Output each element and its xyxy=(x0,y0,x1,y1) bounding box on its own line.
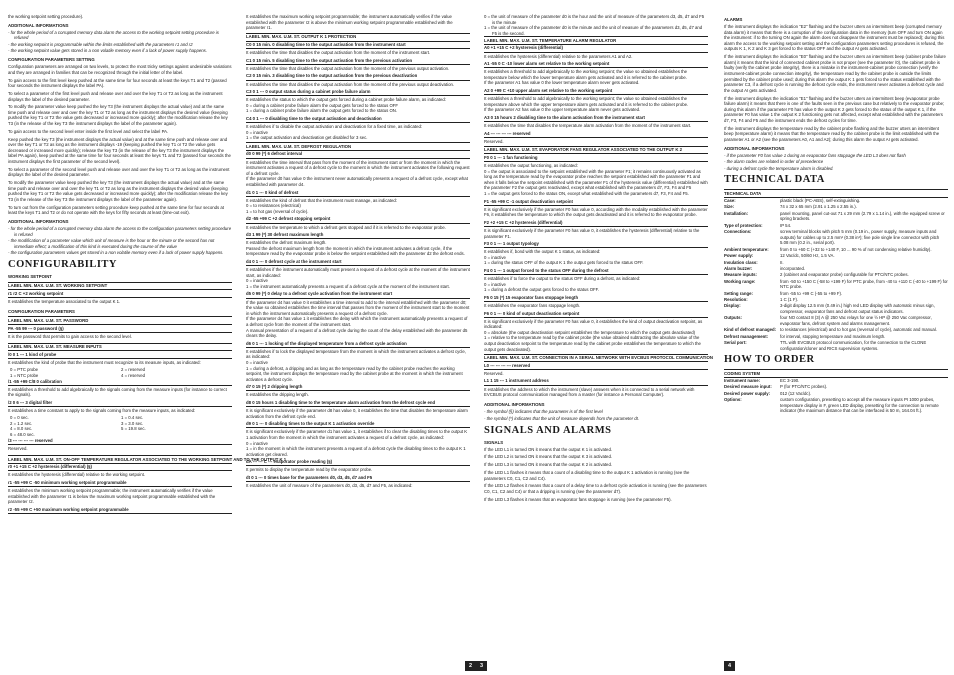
param-desc: It is significant exclusively if the parameter F0 has value 0, it establishes the kind of output deactivation setpoint, as indicated: 0 = absolute (the output deactivation setpoint establishes the temperature to which the output gets deactivated) 1 = relative to the temperature read by the cabinet probe (the value obtained subtracting the absolute value of the output deactivation setpoint to the temperature read by the cabinet probe establishes the temperature to which the output gets deactivated). xyxy=(484,318,703,352)
section-heading: CONFIGURATION PARAMETERS xyxy=(8,308,75,314)
spec-row xyxy=(724,297,948,303)
param-row: d3 1 99 (*) 30 defrost maximum length xyxy=(246,232,470,240)
spec-key: Installation: xyxy=(724,210,749,216)
spec-key: Connections: xyxy=(724,229,752,235)
text-block: If the instrument displays the indication "E2" flashing and the buzzer utters an intermittent beep (corrupted memory data alarm) it means that there is a corruption of the configuration data in the memory (turn OFF and turn ON again the instrument: if to the turning ON again the alarm does not disappear the instrument must be replaced); during this alarm the access to the working setpoint setting and the configuration parameters setting procedures is refused, the outputs K 1, K 2 and K 3 get forced to the status OFF and the output AI gets activated. xyxy=(724,24,945,52)
option: 2 = 1.2 sec. xyxy=(10,420,33,426)
spec-key: Case: xyxy=(724,198,736,203)
param-desc: It establishes the address to which the instrument (slave) answers when it is connected to a serial network with EVCBUS protocol communication managed from a master (for instance a Personal Computer). xyxy=(484,386,695,398)
table-header: LABEL MIN. MAX. U.M. ST. DEFROST REGULATION xyxy=(246,142,470,151)
param-desc: It establishes if to force the output to the status OFF during a defrost, as indicated: 0 = inactive 1 = during a defrost the output gets forced to the status OFF. xyxy=(484,276,641,293)
spec-value: EC 3-190. xyxy=(780,377,800,383)
option: 4 = reserved xyxy=(121,372,146,378)
section-heading: ADDITIONAL INFORMATIONS xyxy=(724,145,785,151)
chapter-title: TECHNICAL DATA xyxy=(724,174,825,186)
list-item: - the modification of a parameter value which unit of measure is the hour or the minute or the second has not immediate effect; a modification of this kind is executed during the course of the value xyxy=(8,238,215,249)
spec-row xyxy=(724,291,948,297)
chapter-title: SIGNALS AND ALARMS xyxy=(484,424,612,436)
text-block: If the instrument displays the temperature read by the cabinet probe flashing and the buzzer utters an intermittent beep (temperature alarm) it means that the temperature read by the cabinet probe is the limit established with the parameter A1 or A2 (see the parameters A0, A1 and A2); during this alarm the output AI gets activated. xyxy=(724,125,940,142)
option: 0 = PTC probe xyxy=(10,367,39,372)
option: 1 = the unit of measure of the parameter d0 is the minute and the unit of measure of the parameters d3, d5, d7 and F5 is the second. xyxy=(484,25,703,36)
param-desc: It establishes a threshold to add algebraically to the working setpoint; the value so obtained establishes the temperature below which the lower temperature alarm gets activated and it is referred to the cabinet probe. If the parameter A1 has value 0 the lower temperature alarm never gets activated. xyxy=(484,69,688,86)
section-heading: CONFIGURATION PARAMETERS SETTING xyxy=(8,57,95,63)
param-desc: It is significant exclusively if the parameter F0 has value 0, it establishes the hysteresis (differential) relative to the parameter F1. xyxy=(484,227,700,239)
param-desc: It is significant exclusively if the parameter d1 has value 1, it establishes if to clear the disabling times to the output K 1 activation from the moment in which the instrument activates a request of a defrost cycle, as indicated: 0 = inactive 1 = in the moment in which the instrument presents a request of a defrost cycle the disabling times to the output K 1 activation get cleared. xyxy=(246,429,468,457)
param-desc: It establishes the hysteresis (differential) relative to the parameters A1 and A2. xyxy=(484,53,633,59)
param-row: dA --- --- C --- evaporator probe reading (§) xyxy=(246,459,470,467)
param-desc: It establishes the time that disables the output activation from the moment of the previous output deactivation. xyxy=(246,81,455,87)
param-table xyxy=(8,455,287,514)
spec-row xyxy=(724,384,948,390)
table-header xyxy=(8,343,232,352)
param-desc: It is the password that permits to gain access to the second level. xyxy=(8,333,132,339)
param-row: d1 0 1 --- 0 kind of defrost xyxy=(246,189,470,197)
spec-row xyxy=(724,253,948,259)
param-row: C4 0 1 --- 0 disabling time to the output activation and deactivation xyxy=(246,116,470,124)
param-row: A0 +1 +15 C +2 hysteresis (differential) xyxy=(484,45,708,53)
text-block: the working setpoint setting procedure). xyxy=(8,14,84,19)
spec-key: Power supply: xyxy=(724,253,754,259)
spec-key: Size: xyxy=(724,204,735,210)
param-desc: It establishes if to disable the output activation and deactivation for a fixed time, as indicated: 0 = inactive 1 = the output activation and deactivation get disabled for 3 sec. xyxy=(246,124,423,141)
spec-key: Outputs: xyxy=(724,315,742,321)
spec-value: to resistances (electrical) and to hot gas (reversal of cycle), automatic and manual. xyxy=(780,327,937,333)
table-header xyxy=(8,316,232,325)
param-desc: It establishes the time that disables the temperature alarm activation from the moment of the instrument start. xyxy=(484,123,692,128)
text-block: To turn out from the configuration parameters setting procedure keep pushed at the same time for four seconds at least the keys T1 and T2 or do not operate with the keys for fifty seconds at least (time-out exit). xyxy=(8,204,224,216)
section-heading: ADDITIONAL INFORMATIONS xyxy=(8,218,69,224)
spec-key: Ambient temperature: xyxy=(724,246,769,252)
param-desc: It establishes the output functioning, as indicated: 0 = the output is associated to the setpoint established with the parameter F1; it remains continuously activated as long as the temperature read by the evaporator probe reaches the setpoint established with the parameter F1 and when it falls below the setpoint established with the parameter F1 of the hysteresis value (differential) established with the parameter F2 the output gets reactivated, except what established with the parameters d7, F3, F4 and F5 1 = the output gets forced to the status ON, except what established with the parameters d7, F3, F4 and F5. xyxy=(484,162,708,196)
spec-value: IP 54. xyxy=(780,222,792,228)
spec-row xyxy=(724,391,948,397)
param-desc: It establishes if, bond with the output K 1 status, as indicated: 0 = inactive 1 = during the status OFF of the output K 1 the output gets forced to the status OFF. xyxy=(484,249,644,266)
param-desc: It permits to display the temperature read by the evaporator probe. xyxy=(246,467,373,473)
table-header xyxy=(8,282,232,291)
text-block: If the instrument displays the indication "E1" flashing and the buzzer utters an intermittent beep (evaporator probe failure alarm) it means that there is one of the faults seen in the previous case but relatively to the evaporator probe; during this alarm if the parameter F0 has value 0 the output K 2 gets forced to the status of the output K 1, if the parameter F0 has value 1 the output K 2 functioning gets not affected, except what established with the parameters d7, F3, F4 and F5 and the instrument ends the defrost cycles for time. xyxy=(724,95,945,123)
header-title: ON-OFF TEMPERATURE REGULATOR ASSOCIATED TO THE WORKING SETPOINT AND TO THE OUTPUT K 1 xyxy=(63,456,287,462)
param-row: F0 0 1 --- 1 fan functioning xyxy=(484,154,708,162)
param-row: /3 --- --- --- --- reserved xyxy=(8,438,232,446)
spec-value: P (for PTC/NTC probes). xyxy=(780,384,828,390)
text-block: To modify the parameter value keep pushed the key T3 (the instrument displays the actual value) and at the same time push and release over and over the key T1 or T2 as long as the instrument displays the desired value (keeping pushed the key T1 or T2 the value gets decreased or increased more quickly); after the modification release the key T3 (in the release of the key T3 the instrument displays the label of the parameter again). xyxy=(8,180,228,202)
param-row: C3 0 1 --- 0 output status during a cabinet probe failure alarm xyxy=(246,89,470,97)
spec-value: 2 (cabinet and evaporator probe) configurable for PTC/NTC probes. xyxy=(780,272,909,278)
param-row: d0 0 99 (*) 6 defrost interval xyxy=(246,151,470,159)
list-item: - for the whole period of a corrupted memory data alarm the access to the working setpoint setting procedure is refused xyxy=(8,29,219,41)
text-block: If the LED L1 is turned ON it means that the output K 1 is activated. xyxy=(484,446,613,452)
param-row: d2 -55 +99 C +2 defrost stopping setpoint xyxy=(246,216,470,224)
spec-row xyxy=(724,303,948,314)
param-desc: It establishes a threshold to add algebraically to the signals coming from the measure inputs (for instance to correct the signals). xyxy=(8,386,227,398)
list-item: - the symbol (*) indicates that the unit of measure depends from the parameter dt. xyxy=(484,415,640,421)
spec-key: Serial port: xyxy=(724,340,747,346)
param-row: A1 -55 0 C -10 lower alarm set relative to the working setpoint xyxy=(484,61,708,69)
page-3 xyxy=(476,0,714,675)
option: 0 = the unit of measure of the parameter d0 is the hour and the unit of measure of the parameters d3, d5, d7 and F5 is the minute xyxy=(484,14,705,25)
table-header: LABEL MIN. MAX. U.M. ST. EVAPORATOR FANS REGULATOR ASSOCIATED TO THE OUTPUT K 2 xyxy=(484,146,708,155)
param-row: A2 0 +99 C +10 upper alarm set relative to the working setpoint xyxy=(484,88,708,96)
param-desc: It establishes the minimum working setpoint programmable; the instrument automatically verifies if the value established with the parameter r1 is below the maximum working setpoint programmable established with the parameter r2. xyxy=(8,488,216,505)
spec-value: four NO contact 8 (3) A @ 250 Vac relays for one ½ HP @ 250 Vac compressor, evaporator fans, defrost system and alarms management. xyxy=(780,315,932,327)
option: 4 = 8.0 sec. xyxy=(10,426,33,432)
text-block: If the LED L2 is turned ON it means that the output K 3 is activated. xyxy=(484,454,613,460)
param-desc: If the parameter d4 has value 0 it establishes a time interval to add to the interval established with the parameter d0; the value so obtained establishes the time interval that passes from the moment of the instrument start to the moment in which the instrument automatically presents a request of a defrost cycle. If the parameter d4 has value 1 it establishes the delay with which the instrument automatically presents a request of a defrost cycle from the moment of the instrument start. A manual presentation of a request of a defrost cycle during the count of the delay established with the parameter d5 clears the delay. xyxy=(246,299,470,339)
header-columns: LABEL MIN. MAX. U.M. ST. xyxy=(8,317,64,323)
spec-row xyxy=(724,266,948,272)
text-block: If the LED L1 flashes it means that a count of a disabling time to the output K 1 activation is running (see the parameters C0, C1, C2 and C4). xyxy=(484,469,690,481)
spec-key: Type of protection: xyxy=(724,222,763,228)
list-item: - the configuration parameters values get stored in a non volatile memory even if a lack of power supply happens. xyxy=(8,250,224,256)
header-columns: LABEL MIN. MAX. U.M. ST. xyxy=(8,344,64,350)
spec-key: Desired measure input: xyxy=(724,384,772,390)
spec-key: Desired power supply: xyxy=(724,390,771,396)
spec-value: for interval, stopping temperature and maximum length. xyxy=(780,333,886,339)
spec-row xyxy=(724,247,948,253)
param-row: C2 0 15 min. 3 disabling time to the output activation from the previous deactivation xyxy=(246,73,470,81)
page-number: 4 xyxy=(724,661,735,671)
param-row: F6 0 1 --- 0 kind of output deactivation setpoint xyxy=(484,310,708,318)
list-item: - the symbol (§) indicates that the parameter is of the first level xyxy=(484,409,603,415)
spec-value: from -55 to +99 C (-55 to +99 F). xyxy=(780,290,843,296)
page-number: 2 xyxy=(465,661,476,671)
chapter-title: HOW TO ORDER xyxy=(724,354,815,366)
option: 6 = 48.0 sec. xyxy=(10,431,35,437)
param-row: /2 0 6 --- 3 digital filter xyxy=(8,399,232,407)
list-item: - the alarm codes are related in order of precedence xyxy=(724,159,824,165)
spec-row xyxy=(724,279,948,290)
text-block: If the LED L3 flashes it means that an evaporator fans stoppage is running (see the parameter F5). xyxy=(484,496,672,502)
text-block: To select a parameter of the second level push and release over and over the key T1 or T2 as long as the instrument displays the label of the desired parameter. xyxy=(8,166,230,178)
param-table xyxy=(8,316,232,340)
param-desc: It establishes the time that disables the output activation from the moment of the previous output activation. xyxy=(246,65,450,71)
spec-value: 1 C (1 F). xyxy=(780,297,799,303)
page-number: 3 xyxy=(476,661,487,671)
spec-value: TTL with EVCBUS protocol communication, for the connection to the CLONE configuration/cloner and RICS supervision systems. xyxy=(780,340,927,351)
param-row: L1 1 15 --- 1 instrument address xyxy=(484,378,708,386)
header-columns: LABEL MIN. MAX. U.M. ST. xyxy=(8,456,64,462)
param-desc: Reserved. xyxy=(8,446,28,452)
spec-value: from 0 to +60 C (+32 to +140 F, 10 ... 90 % of not condensing relative humidity). xyxy=(780,246,932,252)
list-item: - the working setpoint is programmable within the limits established with the parameters r1 and r2 xyxy=(8,41,193,47)
param-desc: Reserved. xyxy=(484,370,504,376)
param-row: F3 0 1 --- 1 output typology xyxy=(484,241,708,249)
spec-row xyxy=(724,260,948,266)
list-item: - during a defrost cycle the temperature alarm is disabled. xyxy=(724,165,834,171)
text-block: To gain access to the second level enter inside the first level and select the label PA. xyxy=(8,128,169,134)
spec-key: Insulation class: xyxy=(724,259,758,265)
section-heading: SIGNALS xyxy=(484,439,504,445)
spec-value: II. xyxy=(780,259,784,265)
spec-row xyxy=(724,340,948,351)
param-row: F4 0 1 --- 1 output forced to the status OFF during the defrost xyxy=(484,267,708,275)
param-list xyxy=(246,42,470,143)
spec-row xyxy=(724,397,948,414)
spec-key: Setting range: xyxy=(724,290,753,296)
spec-value: 74 x 32 x 65 mm (2.91 x 1.25 x 2.55 in.). xyxy=(780,204,857,210)
list-item: - for the whole period of a corrupted memory data alarm the access to the configuration parameters setting procedure is refused xyxy=(8,226,232,237)
param-row: PA -55 99 --- 0 password (§) xyxy=(8,325,232,333)
param-desc: It establishes the hysteresis (differential) relative to the working setpoint. xyxy=(8,472,146,478)
list-item: - if the parameter F0 has value 1 during an evaporator fans stoppage the LED L3 does not flash xyxy=(724,152,906,158)
param-row: A4 --- --- --- --- reserved xyxy=(484,130,708,138)
param-list xyxy=(484,362,708,399)
param-row: d9 0 1 --- 0 disabling times to the output K 1 activation override xyxy=(246,421,470,429)
page-4 xyxy=(716,0,954,675)
param-desc: It establishes a threshold to add algebraically to the working setpoint; the value so obtained establishes the temperature above which the upper temperature alarm gets activated and it is referred to the cabinet probe. If the parameter A2 has value 0 the upper temperature alarm never gets activated. xyxy=(484,96,689,113)
spec-key: Kind of defrost managed: xyxy=(724,327,777,333)
header-columns: LABEL MIN. MAX. U.M. ST. xyxy=(8,283,64,289)
spec-value: from -50 to +150 C (-58 to +199 F) for PTC probe, from -40 to +110 C (-40 to +199 F) for NTC probe. xyxy=(780,278,948,290)
param-row: d4 0 1 --- 0 defrost cycle at the instrument start xyxy=(246,258,470,266)
table-header: LABEL MIN. MAX. U.M. ST. CONNECTION IN A SERIAL NETWORK WITH EVCBUS PROTOCOL COMMUNICATION xyxy=(484,354,708,363)
text-block: If the instrument displays the indication "E0" flashing and the buzzer utters an intermittent beep (cabinet probe failure alarm) it means that the kind of connected cabinet probe is not proper (see the parameter /0), the cabinet probe is faulty (verify the cabinet probe integrity), there is a mistake in the instrument-cabinet probe connection (verify the instrument-cabinet probe connection integrity), the temperature read by the cabinet probe is outside the limits permitted by the cabinet probe used; during this alarm the output K 1 gets forced to the status established with the parameter C3, if a defrost cycle is running the defrost cycle ends, the instrument never activates a defrost cycle and the output AI gets activated. xyxy=(724,54,946,93)
spec-key: Instrument name: xyxy=(724,377,761,383)
param-desc: It is significant exclusively if the parameter d8 has value 0, it establishes the time that disables the temperature alarm activation from the defrost cycle end. xyxy=(246,408,468,419)
option: 0 = 0 sec. xyxy=(10,415,29,421)
spec-key: Display: xyxy=(724,303,741,309)
param-row: F5 0 15 (*) 15 evaporator fans stoppage length xyxy=(484,294,708,302)
param-row: F1 -55 +99 C -1 output deactivation setpoint xyxy=(484,198,708,206)
param-table xyxy=(8,343,232,454)
param-row: d5 0 99 (*) 0 delay to a defrost cycle activation from the instrument start xyxy=(246,291,470,299)
spec-row xyxy=(724,327,948,333)
spec-key: Resolution: xyxy=(724,297,748,303)
option: 1 = 0.4 sec. xyxy=(121,415,144,421)
param-row: /1 -55 +99 C/8 0 calibration xyxy=(8,378,232,386)
spec-value: 12 Vac/dc, 50/60 Hz, 1.5 VA. xyxy=(780,253,835,259)
spec-key: Measure inputs: xyxy=(724,272,757,278)
text-block: To gain access to the first level keep pushed at the same time for four seconds at least the keys T1 and T2 (passed four seconds the instrument displays the label PA). xyxy=(8,77,227,89)
spec-list xyxy=(724,378,948,414)
param-desc: It establishes the evaporator fans stoppage length. xyxy=(484,302,581,308)
table-header xyxy=(8,455,287,464)
param-desc: It establishes the kind of probe that the instrument must recognize to its measure inputs, as indicated: xyxy=(8,359,201,365)
spec-value: incorporated. xyxy=(780,265,806,271)
table-header: LABEL MIN. MAX. U.M. ST. TEMPERATURE ALARM REGULATOR xyxy=(484,36,708,45)
spec-value: custom configuration, presetting to accept all the measure inputs PI 1000 probes, temperature display in F, green LED display, presetting for the connection to remote indicator (the maximum distance that can be interfaced is 50 m, 164.04 ft.). xyxy=(780,397,939,414)
param-desc: It establishes the time that disables the output activation from the moment of the instrument start. xyxy=(246,50,431,56)
param-desc: It establishes the temperature associated to the output K 1. xyxy=(8,298,121,304)
text-block: It establishes the maximum working setpoint programmable; the instrument automatically verifies if the value established with the parameter r2 is above the minimum working setpoint programmable established with the parameter r1. xyxy=(246,14,453,31)
section-heading: ADDITIONAL INFORMATIONS xyxy=(8,22,69,28)
param-row: r1 r2 C +2 working setpoint xyxy=(8,290,232,298)
param-row: r1 -55 +99 C -50 minimum working setpoint programmable xyxy=(8,480,232,488)
param-list xyxy=(246,151,470,490)
param-desc: It establishes if the instrument automatically must present a request of a defrost cycle at the moment of the instrument start, as indicated: 0 = inactive 1 = the instrument automatically presents a request of a defrost cycle at the moment of the instrument start. xyxy=(246,267,470,289)
option: 2 = reserved xyxy=(121,367,146,372)
table-header: TECHNICAL DATA xyxy=(724,189,948,198)
param-desc: It establishes a time constant to apply to the signals coming from the measure inputs, as indicated: xyxy=(8,408,196,414)
spec-key: Working range: xyxy=(724,278,756,284)
spec-key: Defrost management: xyxy=(724,333,769,339)
param-row: C0 0 15 min. 0 disabling time to the output activation from the instrument start xyxy=(246,42,470,50)
param-list xyxy=(484,154,708,353)
text-block: To modify the parameter value keep pushed the key T3 (the instrument displays the actual value) and at the same time push and release over and over the key T1 or T2 as long as the instrument displays the desired value (keeping pushed the key T1 or T2 the value gets decreased or increased more quickly); after the modification release the key T3 (in the release of the key T3 the instrument displays the label of the parameter again). xyxy=(8,104,228,127)
spec-row xyxy=(724,223,948,229)
section-heading: ALARMS xyxy=(724,17,743,22)
param-table xyxy=(8,282,232,306)
spec-value: panel mounting, panel cut-out 71 x 29 mm (2.79 x 1.14 in.), with the equipped screw or spring brackets. xyxy=(780,210,945,222)
param-row: r2 -55 +99 C +50 maximum working setpoint programmable xyxy=(8,506,232,514)
spec-value: screw terminal blocks with pitch 5 mm (0.19 in., power supply, measure inputs and outputs) for cables up to 2.5 mm² (0.38 in²); five pole single line connector with pitch 5.08 mm (0.2 in., serial port). xyxy=(780,229,940,246)
param-row: d6 0 1 --- 1 locking of the displayed temperature from a defrost cycle activation xyxy=(246,340,470,348)
spec-key: Options: xyxy=(724,397,742,403)
param-desc: It establishes the dripping length. xyxy=(246,392,309,398)
param-row: d8 0 15 hours 1 disabling time to the temperature alarm activation from the defrost cycle end xyxy=(246,400,470,408)
param-row: dt 0 1 --- 0 times base for the parameters d0, d3, d5, d7 and F5 xyxy=(246,475,470,483)
spec-row xyxy=(724,378,948,384)
list-item: - the working setpoint value gets stored in a non volatile memory even if a lack of power supply happens. xyxy=(8,48,207,54)
param-row: A3 0 15 hours 2 disabling time to the alarm activation from the instrument start xyxy=(484,114,708,122)
spec-list xyxy=(724,198,948,351)
header-title: MEASURE INPUTS xyxy=(63,344,102,350)
spec-value: 012 (12 Vac/dc). xyxy=(780,390,812,396)
spec-key: Alarm buzzer: xyxy=(724,265,753,271)
table-header: CODING SYSTEM xyxy=(724,369,948,378)
param-row: L0 --- --- --- --- reserved xyxy=(484,362,708,370)
param-row: d7 0 15 (*) 2 dripping length xyxy=(246,384,470,392)
param-desc: It establishes the defrost maximum length. Passed the defrost maximum length from the moment in which the instrument activates a defrost cycle, if the temperature read by the evaporator probe is below the setpoint established with the parameter d2 the defrost ends. xyxy=(246,240,465,257)
param-row: /0 0 1 --- 1 kind of probe xyxy=(8,351,232,359)
spec-row xyxy=(724,204,948,210)
param-list xyxy=(484,45,708,146)
param-row: F2 +2 +15 C +2 hysteresis (differential) xyxy=(484,219,708,227)
text-block: Keep pushed the key T3 (the instrument displays the actual value) and at the same time push and release over and over the key T1 or T2 as long as the instrument displays -19 (keeping pushed the key T1 or T2 the value gets decreased or increased more quickly); release the key T3 (in the release of the key T3 the instrument displays the label PA again), keep pushed at the same time for four seconds at least the keys T1 and T2 (passed four seconds the instrument displays the first parameter of the second level). xyxy=(8,136,231,164)
header-title: WORKING SETPOINT xyxy=(63,283,108,289)
text-block: Configuration parameters are arranged on two levels, to protect the most tricky settings against undesirable variations and they are arranged in families that can be recognized through the initial letter of the label. xyxy=(8,64,232,75)
header-title: PASSWORD xyxy=(63,317,89,323)
text-block: If the LED L3 is turned ON it means that the output K 2 is activated. xyxy=(484,462,613,468)
option: 1 = NTC probe xyxy=(10,372,39,378)
param-row: r0 +1 +15 C +2 hysteresis (differential) (§) xyxy=(8,464,232,472)
section-heading: WORKING SETPOINT xyxy=(8,273,52,279)
param-row: C1 0 15 min. 5 disabling time to the output activation from the previous activation xyxy=(246,57,470,65)
spec-value: plastic black (PC-ABS), self-extinguishing. xyxy=(780,198,861,203)
param-desc: It establishes the status to which the output gets forced during a cabinet probe failure alarm, as indicated: 0 = during a cabinet probe failure alarm the output gets forced to the status OFF 1 = during a cabinet probe failure alarm the output gets forced to the status ON. xyxy=(246,97,446,114)
param-desc: It establishes if to lock the displayed temperature from the moment in which the instrument activates a defrost cycle, as indicated: 0 = inactive 1 = during a defrost, a dripping and as long as the temperature read by the cabinet probe reaches the working setpoint, the instrument displays the temperature read by the cabinet probe at the moment in which the instrument activates a defrost cycle. xyxy=(246,348,466,382)
option-list xyxy=(8,415,232,437)
table-header: LABEL MIN. MAX. U.M. ST. OUTPUT K 1 PROTECTION xyxy=(246,33,470,42)
param-desc: It establishes the unit of measure of the parameters d0, d3, d5, d7 and F5, as indicated: xyxy=(246,483,413,489)
page-2 xyxy=(238,0,476,675)
spec-row xyxy=(724,229,948,246)
spec-row xyxy=(724,198,948,204)
option-list xyxy=(8,367,232,378)
option: 3 = 3.0 sec. xyxy=(121,420,144,426)
spec-row xyxy=(724,272,948,278)
param-desc: Reserved. xyxy=(484,138,504,144)
chapter-title: CONFIGURABILITY xyxy=(8,258,118,270)
param-desc: It establishes the time interval that pass from the moment of the instrument start or from the moment in which the instrument activates a request of a defrost cycle to the moment in which the instrument activates the following request of a defrost cycle. If the parameter d0 has value 0 the instrument never automatically presents a request of a defrost cycle, except what established with parameter d4. xyxy=(246,159,470,187)
param-desc: It establishes the kind of defrost that the instrument must manage, as indicated: 0 = to resistances (electrical) 1 = to hot gas (reversal of cycle). xyxy=(246,197,397,214)
text-block: If the LED L2 flashes it means that a count of a delay time to a defrost cycle activation is running (see the parameters C0, C1, C2 and C4) or that a dripping is running (see the parameter d7). xyxy=(484,483,707,494)
param-desc: It is significant exclusively if the parameter F0 has value 0, according with the modality established with the parameter F6, it establishes the temperature to which the output gets deactivated and it is referred to the evaporator probe. xyxy=(484,206,708,218)
section-heading: ADDITIONAL INFORMATIONS xyxy=(484,402,545,408)
param-desc: It establishes the temperature to which a defrost gets stopped and if it is referred to the evaporator probe. xyxy=(246,224,446,230)
spec-value: 3-digit display 12.5 mm (0.49 in.) high red LED display with automatic minus sign, compressor, evaporator fans and defrost output status indicators. xyxy=(780,303,935,315)
option: 5 = 19.8 sec. xyxy=(121,426,146,432)
text-block: To select a parameter of the first level push and release over and over the key T1 or T2 as long as the instrument displays the label of the desired parameter. xyxy=(8,90,223,102)
spec-row xyxy=(724,334,948,340)
spec-row xyxy=(724,211,948,222)
spec-row xyxy=(724,315,948,326)
